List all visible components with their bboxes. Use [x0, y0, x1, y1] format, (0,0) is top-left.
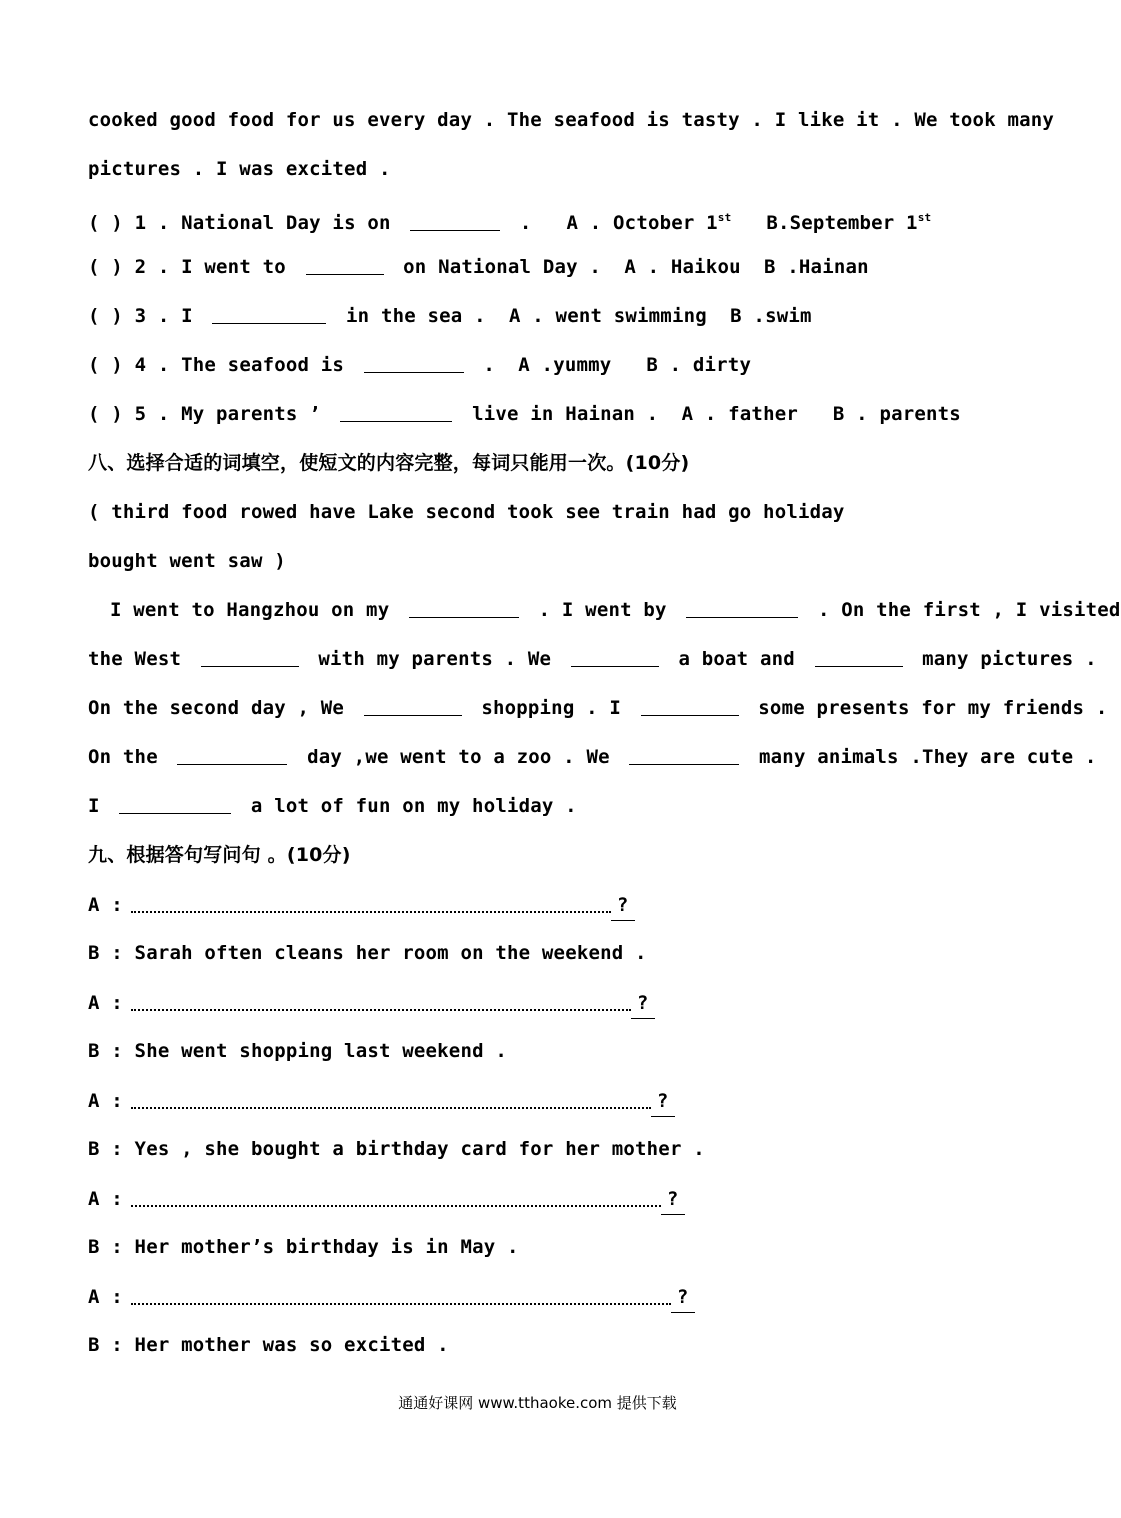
answer-blank[interactable]	[364, 350, 464, 373]
cloze-line	[110, 595, 1121, 625]
answer-line: B : Yes , she bought a birthday card for her mother .	[88, 1138, 705, 1160]
question-number: 2 .	[134, 256, 170, 278]
cloze-text: many pictures .	[922, 648, 1097, 670]
question-number: 3 .	[134, 305, 170, 327]
cloze-blank[interactable]	[815, 644, 903, 667]
option-a: A . father	[681, 403, 798, 425]
a-label: A :	[88, 1286, 123, 1308]
cloze-blank[interactable]	[571, 644, 659, 667]
question-number: 4 .	[134, 354, 170, 376]
answer-paren[interactable]: ( )	[88, 212, 123, 234]
question-after: on National Day .	[403, 256, 602, 278]
cloze-text: a lot of fun on my holiday .	[250, 795, 577, 817]
cloze-line	[88, 644, 1097, 674]
word-bank: ( third food rowed have Lake second took see train had go holiday	[88, 501, 845, 523]
cloze-blank[interactable]	[409, 595, 519, 618]
question-line	[88, 1183, 1028, 1213]
question-after: .	[483, 354, 495, 376]
question-4	[88, 350, 1028, 380]
write-question-blank[interactable]	[131, 1085, 651, 1109]
option-b: B .Hainan	[764, 256, 869, 278]
option-b: B .swim	[730, 305, 812, 327]
option-a-sup: st	[717, 211, 732, 224]
question-line	[88, 1085, 1028, 1115]
cloze-text: with my parents . We	[318, 648, 552, 670]
a-label: A :	[88, 1188, 123, 1210]
cloze-blank[interactable]	[364, 693, 462, 716]
answer-paren[interactable]: ( )	[88, 305, 123, 327]
question-stem: National Day is on	[181, 212, 391, 234]
answer-line: B : Sarah often cleans her room on the weekend .	[88, 942, 647, 964]
question-number: 5 .	[134, 403, 170, 425]
cloze-text: the West	[88, 648, 182, 670]
question-1	[88, 203, 1028, 233]
cloze-blank[interactable]	[629, 742, 739, 765]
cloze-line	[88, 791, 1028, 821]
cloze-text: On the	[88, 746, 158, 768]
a-label: A :	[88, 894, 123, 916]
option-b: B.September 1	[766, 212, 918, 234]
word-bank: bought went saw )	[88, 550, 286, 572]
question-stem: My parents ’	[181, 403, 321, 425]
question-5	[88, 399, 1028, 429]
cloze-blank[interactable]	[119, 791, 231, 814]
option-b: B . parents	[832, 403, 961, 425]
cloze-text: shopping . I	[481, 697, 622, 719]
question-mark: ?	[631, 988, 655, 1019]
a-label: A :	[88, 1090, 123, 1112]
answer-paren[interactable]: ( )	[88, 256, 123, 278]
write-question-blank[interactable]	[131, 987, 631, 1011]
question-stem: I	[181, 305, 193, 327]
cloze-text: a boat and	[678, 648, 795, 670]
passage-line: cooked good food for us every day . The seafood is tasty . I like it . We took many	[88, 109, 1055, 131]
answer-paren[interactable]: ( )	[88, 403, 123, 425]
answer-blank[interactable]	[410, 208, 500, 231]
answer-blank[interactable]	[340, 399, 452, 422]
option-a: A . October 1	[566, 212, 718, 234]
write-question-blank[interactable]	[131, 1281, 671, 1305]
write-question-blank[interactable]	[131, 1183, 661, 1207]
question-mark: ?	[651, 1086, 675, 1117]
answer-line: B : Her mother was so excited .	[88, 1334, 449, 1356]
question-stem: The seafood is	[181, 354, 345, 376]
cloze-text: I	[88, 795, 100, 817]
answer-paren[interactable]: ( )	[88, 354, 123, 376]
question-stem: I went to	[181, 256, 286, 278]
question-3	[88, 301, 1028, 331]
question-mark: ?	[661, 1184, 685, 1215]
option-a: A . went swimming	[509, 305, 707, 327]
cloze-blank[interactable]	[686, 595, 798, 618]
cloze-text: I went to Hangzhou on my	[110, 599, 390, 621]
option-b: B . dirty	[646, 354, 752, 376]
question-mark: ?	[671, 1282, 695, 1313]
question-line	[88, 987, 1028, 1017]
section-9-title: 九、根据答句写问句 。(10分)	[88, 844, 351, 866]
question-line	[88, 889, 1028, 919]
write-question-blank[interactable]	[131, 889, 611, 913]
question-mark: ?	[611, 890, 635, 921]
cloze-line	[88, 693, 1108, 723]
cloze-line	[88, 742, 1097, 772]
passage-line: pictures . I was excited .	[88, 158, 391, 180]
option-a: A . Haikou	[624, 256, 741, 278]
cloze-blank[interactable]	[201, 644, 299, 667]
a-label: A :	[88, 992, 123, 1014]
footer-credit: 通通好课网 www.tthaoke.com 提供下载	[398, 1394, 677, 1412]
question-line	[88, 1281, 1028, 1311]
cloze-blank[interactable]	[177, 742, 287, 765]
option-a: A .yummy	[518, 354, 612, 376]
question-2	[88, 252, 1028, 282]
answer-blank[interactable]	[212, 301, 326, 324]
cloze-text: . I went by	[538, 599, 667, 621]
option-b-sup: st	[917, 211, 932, 224]
question-after: in the sea .	[346, 305, 486, 327]
section-8-title: 八、选择合适的词填空，使短文的内容完整，每词只能用一次。(10分)	[88, 452, 690, 474]
answer-blank[interactable]	[306, 252, 384, 275]
cloze-text: some presents for my friends .	[758, 697, 1108, 719]
cloze-blank[interactable]	[641, 693, 739, 716]
question-after: .	[519, 212, 532, 234]
cloze-text: many animals .They are cute .	[759, 746, 1097, 768]
cloze-text: day ,we went to a zoo . We	[307, 746, 610, 768]
cloze-text: On the second day , We	[88, 697, 345, 719]
answer-line: B : She went shopping last weekend .	[88, 1040, 508, 1062]
answer-line: B : Her mother’s birthday is in May .	[88, 1236, 519, 1258]
question-number: 1 .	[134, 212, 170, 234]
cloze-text: . On the first , I visited	[817, 599, 1121, 621]
question-after: live in Hainan .	[472, 403, 659, 425]
